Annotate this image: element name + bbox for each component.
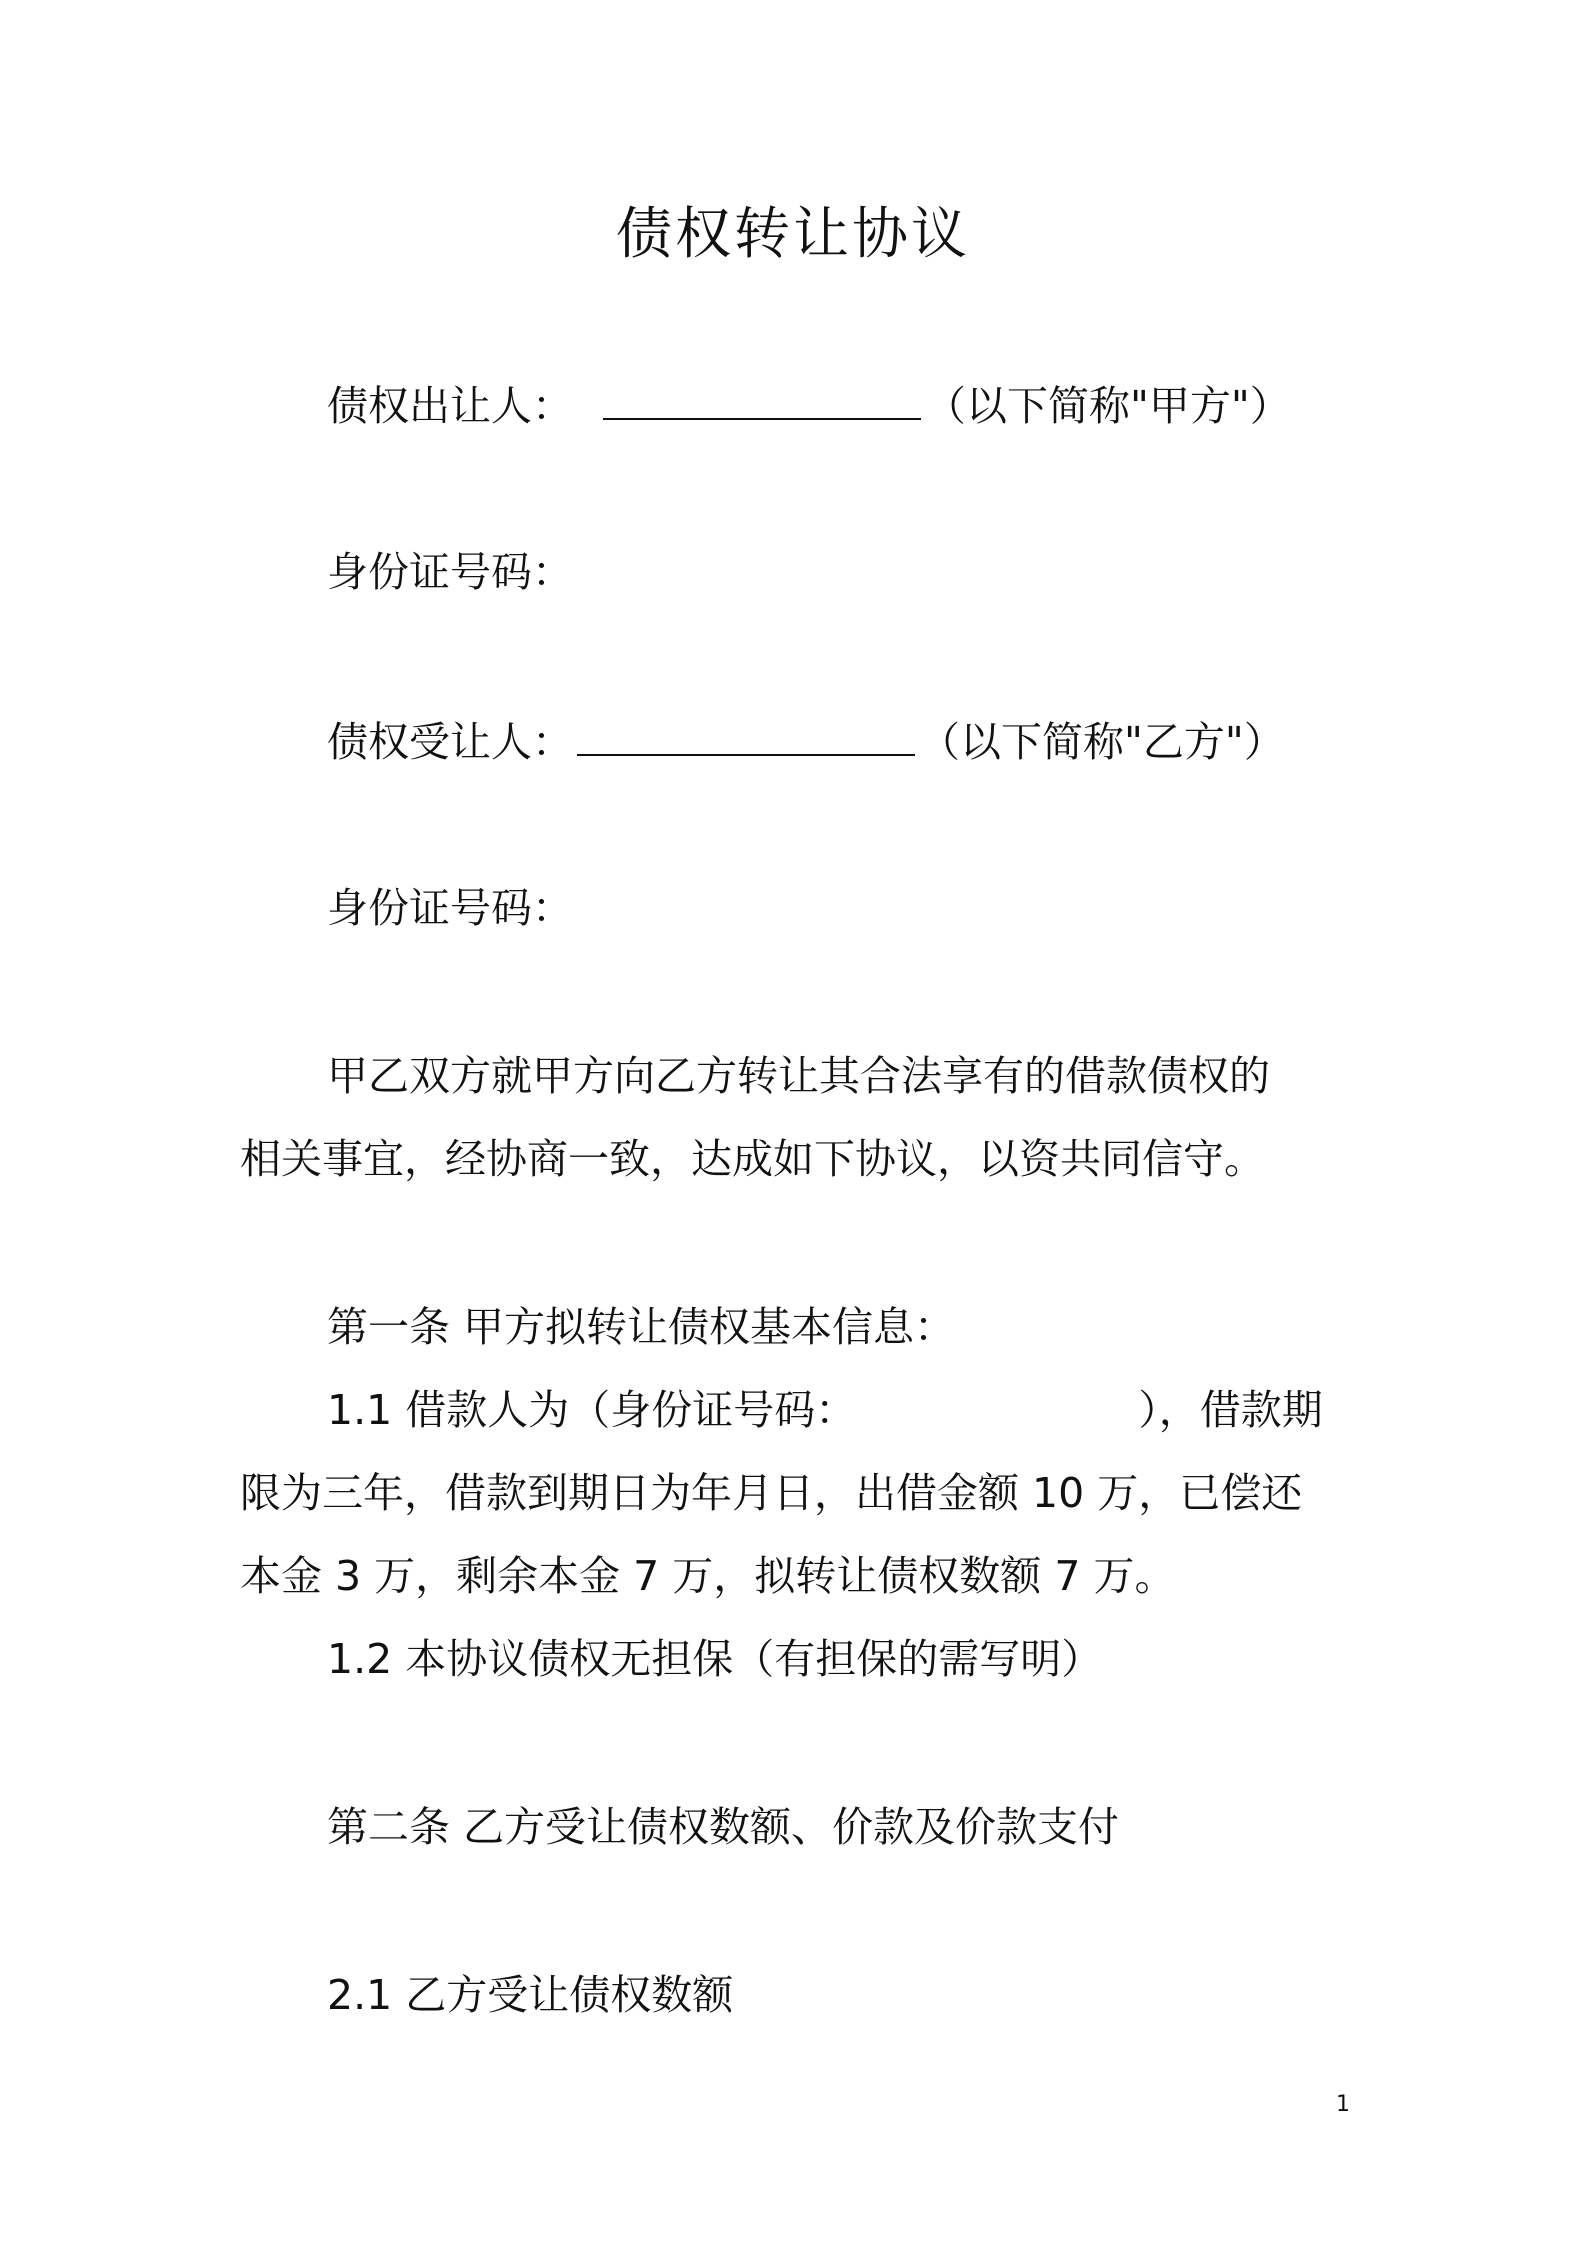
clause-2-1: 2.1 乙方受让债权数额 (327, 1971, 734, 2019)
transferor-label: 债权出让人： (327, 382, 573, 430)
clause-1-1-start: 1.1 借款人为（身份证号码： (327, 1386, 857, 1434)
transferor-suffix: （以下简称"甲方"） (925, 382, 1291, 430)
clause-1-1-line-2: 限为三年，借款到期日为年月日，出借金额 10 万，已偿还 (240, 1469, 1303, 1517)
article1-heading: 第一条 甲方拟转让债权基本信息： (327, 1303, 956, 1351)
document-title: 债权转让协议 (616, 202, 970, 267)
transferee-line (327, 714, 1285, 768)
clause-1-1-end: ），借款期 (1138, 1386, 1323, 1434)
clause-1-2: 1.2 本协议债权无担保（有担保的需写明） (327, 1635, 1103, 1683)
page-number: 1 (1336, 2092, 1350, 2117)
transferee-id-label: 身份证号码： (327, 884, 573, 932)
transferee-label: 债权受让人： (327, 718, 573, 766)
article2-heading: 第二条 乙方受让债权数额、价款及价款支付 (327, 1803, 1120, 1851)
transferor-line (327, 378, 1291, 432)
clause-1-1-line-3: 本金 3 万，剩余本金 7 万，拟转让债权数额 7 万。 (240, 1552, 1176, 1600)
preamble-line-1: 甲乙双方就甲方向乙方转让其合法享有的借款债权的 (327, 1052, 1270, 1100)
transferor-name-blank (603, 378, 921, 420)
transferor-id-label: 身份证号码： (327, 548, 573, 596)
clause-1-1-line-1 (327, 1384, 1323, 1436)
transferee-suffix: （以下简称"乙方"） (919, 718, 1285, 766)
transferee-name-blank (577, 714, 915, 756)
preamble-line-2: 相关事宜，经协商一致，达成如下协议，以资共同信守。 (240, 1135, 1265, 1183)
